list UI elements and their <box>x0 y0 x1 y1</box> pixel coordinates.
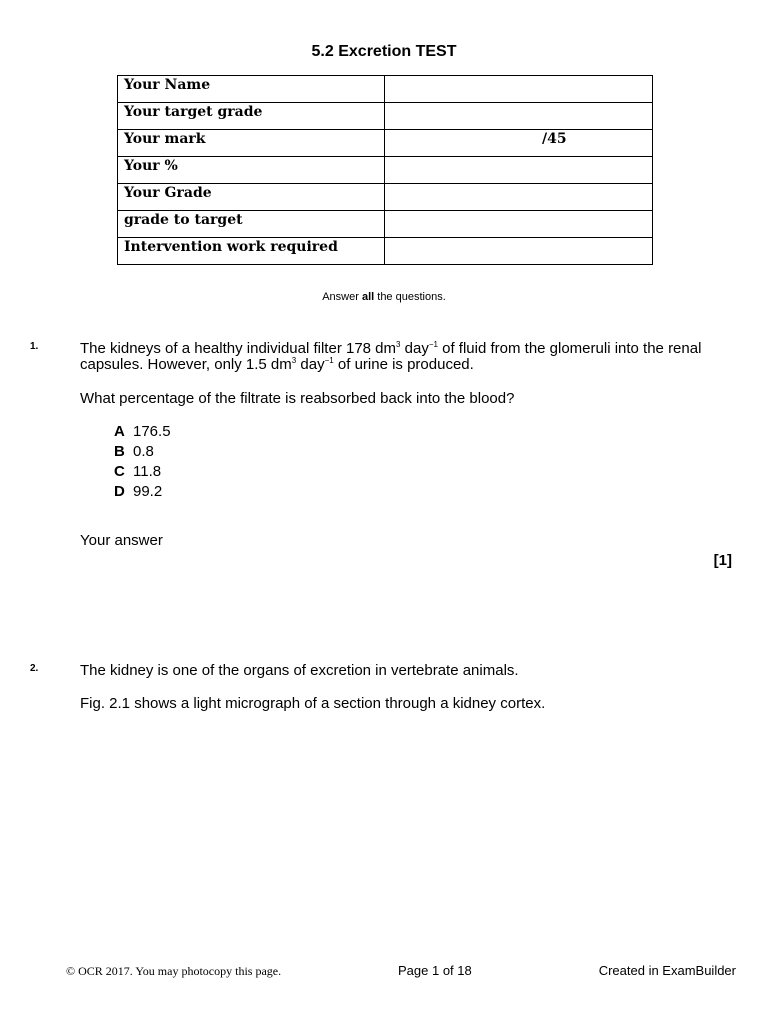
row-value <box>385 184 653 211</box>
footer-copyright: © OCR 2017. You may photocopy this page. <box>66 964 282 978</box>
row-label: Your mark <box>118 130 385 157</box>
row-label: Intervention work required <box>118 238 385 265</box>
stem-text: day <box>296 356 325 373</box>
question-2-line-1: The kidney is one of the organs of excretion in vertebrate animals. <box>80 662 519 679</box>
answer-label: Your answer <box>80 532 163 549</box>
option-value: 99.2 <box>133 483 163 500</box>
option-letter: D <box>114 483 125 500</box>
stem-text: day <box>400 340 429 357</box>
row-value <box>385 238 653 265</box>
instructions-suffix: the questions. <box>374 291 446 303</box>
table-row <box>118 157 653 184</box>
superscript: −1 <box>428 340 438 349</box>
superscript: 3 <box>291 356 297 365</box>
option-value: 176.5 <box>133 423 171 440</box>
question-1-stem-line-2 <box>80 357 740 373</box>
question-2-number: 2. <box>30 663 39 674</box>
option-letter: B <box>114 443 125 460</box>
table-row <box>118 130 653 157</box>
student-info-table <box>117 75 653 265</box>
option-letter: A <box>114 423 125 440</box>
instructions <box>0 291 768 303</box>
option-a[interactable] <box>114 422 171 442</box>
option-letter: C <box>114 463 125 480</box>
row-value <box>385 76 653 103</box>
table-row <box>118 184 653 211</box>
question-1-number: 1. <box>30 341 39 352</box>
option-d[interactable] <box>114 482 162 502</box>
option-b[interactable] <box>114 442 154 462</box>
footer-created: Created in ExamBuilder <box>598 963 736 978</box>
table-row <box>118 76 653 103</box>
instructions-prefix: Answer <box>322 291 362 303</box>
question-1-prompt: What percentage of the filtrate is reabsorbed back into the blood? <box>80 390 515 407</box>
table-row <box>118 103 653 130</box>
row-label: Your target grade <box>118 103 385 130</box>
footer-page-number: Page 1 of 18 <box>398 963 472 978</box>
option-c[interactable] <box>114 462 161 482</box>
row-label: Your % <box>118 157 385 184</box>
stem-text: The kidneys of a healthy individual filter 178 dm <box>80 340 397 357</box>
row-label: Your Name <box>118 76 385 103</box>
row-value <box>385 157 653 184</box>
row-label: Your Grade <box>118 184 385 211</box>
option-value: 0.8 <box>133 443 154 460</box>
row-value <box>385 211 653 238</box>
question-1-stem-line-1 <box>80 341 740 357</box>
question-1-stem <box>80 341 740 373</box>
stem-text: of urine is produced. <box>333 356 474 373</box>
table-row <box>118 211 653 238</box>
option-value: 11.8 <box>133 463 162 480</box>
stem-text: capsules. However, only 1.5 dm <box>80 356 292 373</box>
row-value: /45 <box>385 130 653 157</box>
superscript: 3 <box>396 340 401 349</box>
question-1-marks: [1] <box>713 552 732 569</box>
stem-text: of fluid from the glomeruli into the renal <box>437 340 702 357</box>
instructions-emphasis: all <box>361 291 375 303</box>
row-label: grade to target <box>118 211 385 238</box>
page-title: 5.2 Excretion TEST <box>311 43 457 60</box>
question-2-line-2: Fig. 2.1 shows a light micrograph of a section through a kidney cortex. <box>80 695 546 712</box>
row-value <box>385 103 653 130</box>
table-row <box>118 238 653 265</box>
superscript: −1 <box>324 356 334 365</box>
